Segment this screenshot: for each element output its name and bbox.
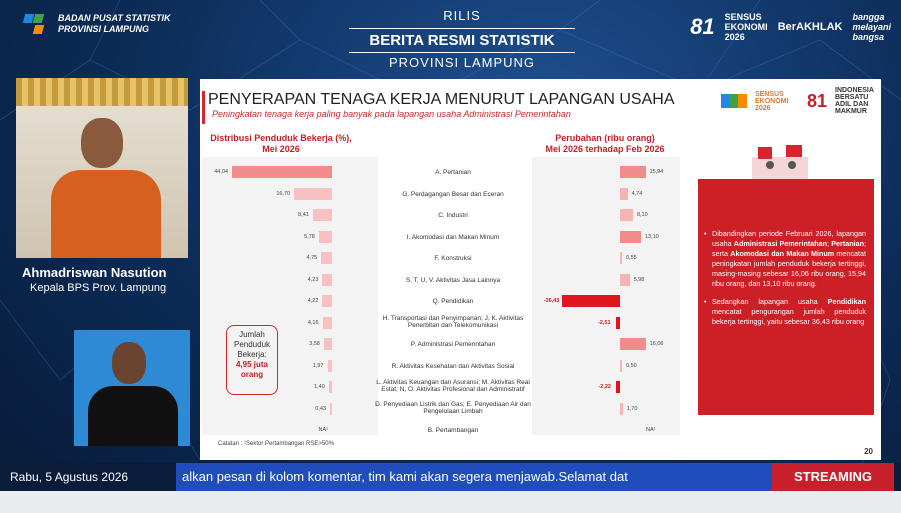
chart-row (200, 185, 680, 206)
news-ticker: alkan pesan di kolom komentar, tim kami akan segera menjawab.Selamat dat (176, 463, 776, 491)
header-perubahan: Perubahan (ribu orang) Mei 2026 terhadap Feb 2026 (545, 133, 665, 154)
chart-row (200, 421, 680, 442)
category-label: C. Industri (438, 212, 468, 219)
bangga-melayani-logo: bangga melayani bangsa (852, 12, 891, 42)
change-value-label: -36,43 (543, 298, 560, 304)
slide-logos (721, 87, 873, 115)
bps-logo (22, 12, 171, 36)
category-label: Q. Pendidikan (432, 298, 474, 305)
distribution-bar (319, 231, 332, 243)
distribution-bar (323, 317, 332, 329)
change-value-label: 1,70 (626, 405, 638, 412)
presentation-slide (200, 79, 881, 460)
change-value-label: -2,51 (597, 319, 611, 326)
category-label: G. Perdagangan Besar dan Eceran (402, 190, 504, 198)
category-label: H. Transportasi dan Penyimpanan; J, K. Aktivitas Penerbitan dan Telekomunikasi (382, 314, 524, 329)
org-line2: PROVINSI LAMPUNG (58, 24, 150, 34)
chart-row (200, 163, 680, 184)
chart-row (200, 292, 680, 313)
chart-row (200, 228, 680, 249)
change-value-label: 0,55 (626, 255, 637, 261)
change-bar (620, 338, 646, 350)
slide-title: PENYERAPAN TENAGA KERJA MENURUT LAPANGAN USAHA (208, 91, 675, 108)
rilis-line3: PROVINSI LAMPUNG (388, 55, 536, 70)
distribution-value-label: 8,41 (298, 212, 309, 218)
change-value-label: 4,74 (631, 190, 643, 197)
office-illustration (740, 139, 820, 183)
change-value-label: 16,06 (649, 341, 664, 347)
distribution-value-label: NA¹ (318, 427, 328, 433)
change-bar (620, 274, 630, 286)
category-label: R. Aktivitas Kesehatan dan Aktivitas Sosial (391, 362, 515, 370)
distribution-value-label: 4,23 (307, 276, 319, 283)
bps-logo-icon (22, 12, 52, 36)
berakhlak-logo: BerAKHLAK (777, 21, 843, 33)
speaker-name: Ahmadriswan Nasution (22, 265, 167, 280)
distribution-value-label: 4,75 (306, 255, 318, 261)
change-bar (620, 209, 633, 221)
change-value-label: 13,10 (644, 233, 659, 240)
chart-row (200, 249, 680, 270)
change-value-label: 5,98 (633, 276, 645, 283)
hut-81-logo: 81 (690, 14, 715, 39)
bps-small-logo-icon (721, 94, 747, 108)
change-bar (562, 295, 620, 307)
jumlah-penduduk-box: Jumlah Penduduk Bekerja: 4,95 juta orang (226, 325, 278, 395)
distribution-bar (324, 338, 332, 350)
bps-logo-text (58, 13, 171, 35)
change-bar (620, 188, 628, 200)
change-bar (616, 317, 620, 329)
slide-81-logo-text: INDONESIA BERSATU ADIL DAN MAKMUR (835, 87, 874, 115)
org-line1: BADAN PUSAT STATISTIK (58, 13, 171, 23)
header-distribusi: Distribusi Penduduk Bekerja (%), Mei 2026 (210, 133, 352, 154)
chart-row (200, 206, 680, 227)
distribution-bar (322, 295, 332, 307)
jumlah-value: 4,95 juta orang (235, 360, 268, 379)
page-number: 20 (864, 447, 873, 456)
change-value-label: 0,50 (626, 362, 637, 369)
distribution-value-label: 0,43 (315, 405, 326, 412)
distribution-bar (313, 209, 332, 221)
category-label: L. Aktivitas Keuangan dan Asuransi; M. Aktivitas Real Estat; N, O. Aktivitas Profesional dan Administratif (376, 379, 530, 393)
change-bar (620, 231, 641, 243)
chart-row (200, 400, 680, 421)
distribution-value-label: 1,40 (314, 384, 325, 390)
rilis-line1: RILIS (443, 8, 481, 23)
distribution-bar (328, 360, 332, 372)
player-bottom-strip (0, 491, 901, 513)
slide-subtitle: Peningkatan tenaga kerja paling banyak pada lapangan usaha Administrasi Pemerintahan (212, 109, 571, 119)
slide-81-logo: 81 (806, 90, 827, 111)
distribution-bar (294, 188, 332, 200)
category-label: D. Penyediaan Listrik dan Gas; E. Penyediaan Air dan Pengelolaan Limbah (375, 400, 531, 415)
change-value-label: 15,94 (649, 169, 664, 175)
bottom-bar (0, 463, 901, 491)
change-value-label: 8,10 (636, 212, 648, 218)
sensus-ekonomi-logo: SENSUS EKONOMI 2026 (724, 12, 768, 42)
summary-bullet-1: • Dibandingkan periode Februari 2026, lapangan usaha Administrasi Pemerintahan; Pertanian; serta Akomodasi dan Makan Minum mencatat peningkatan jumlah penduduk bekerja tertinggi, masing-masing sebesar 16,06 ribu orang, 15,94 ribu orang, dan 13,10 ribu orang. (712, 229, 866, 289)
category-label: I. Akomodasi dan Makan Minum (406, 233, 500, 241)
rilis-header (349, 8, 575, 72)
slide-note: Catatan : ¹Sektor Pertambangan RSE>50% (218, 441, 334, 447)
rilis-line2: BERITA RESMI STATISTIK (349, 28, 575, 53)
summary-box (698, 179, 874, 415)
category-label: A. Pertanian (435, 169, 471, 176)
distribution-value-label: 4,22 (307, 298, 319, 304)
change-bar (620, 403, 623, 415)
category-label: P. Administrasi Pemerintahan (410, 341, 496, 348)
speaker-role: Kepala BPS Prov. Lampung (30, 282, 167, 294)
distribution-bar (330, 403, 332, 415)
chart-row (200, 271, 680, 292)
distribution-bar (329, 381, 332, 393)
category-label: S, T, U, V. Aktivitas Jasa Lainnya (405, 276, 501, 284)
sign-language-interpreter-video (74, 330, 190, 446)
distribution-value-label: 4,16 (307, 319, 319, 326)
change-value-label: -2,22 (598, 384, 611, 390)
distribution-value-label: 1,97 (312, 362, 324, 369)
distribution-value-label: 5,78 (304, 233, 315, 240)
slide-sensus-logo: SENSUS EKONOMI 2026 (754, 90, 789, 112)
change-bar (620, 166, 646, 178)
distribution-value-label: 16,70 (276, 190, 291, 197)
distribution-value-label: 3,58 (309, 341, 320, 347)
change-bar (620, 252, 622, 264)
change-value-label: NA¹ (646, 427, 656, 433)
distribution-bar (321, 252, 332, 264)
summary-bullet-2: • Sedangkan lapangan usaha Pendidikan mencatat pengurangan jumlah penduduk bekerja tertinggi, yaitu sebesar 36,43 ribu orang (712, 297, 866, 327)
category-label: B. Pertambangan (427, 427, 479, 434)
broadcast-date: Rabu, 5 Agustus 2026 (10, 470, 129, 484)
distribution-bar (322, 274, 332, 286)
streaming-badge: STREAMING (772, 463, 894, 491)
distribution-value-label: 44,04 (214, 169, 228, 175)
change-bar (620, 360, 622, 372)
speaker-video (16, 78, 188, 258)
top-logos (690, 12, 891, 42)
distribution-bar (232, 166, 332, 178)
category-label: F. Konstruksi (434, 255, 472, 262)
change-bar (616, 381, 620, 393)
